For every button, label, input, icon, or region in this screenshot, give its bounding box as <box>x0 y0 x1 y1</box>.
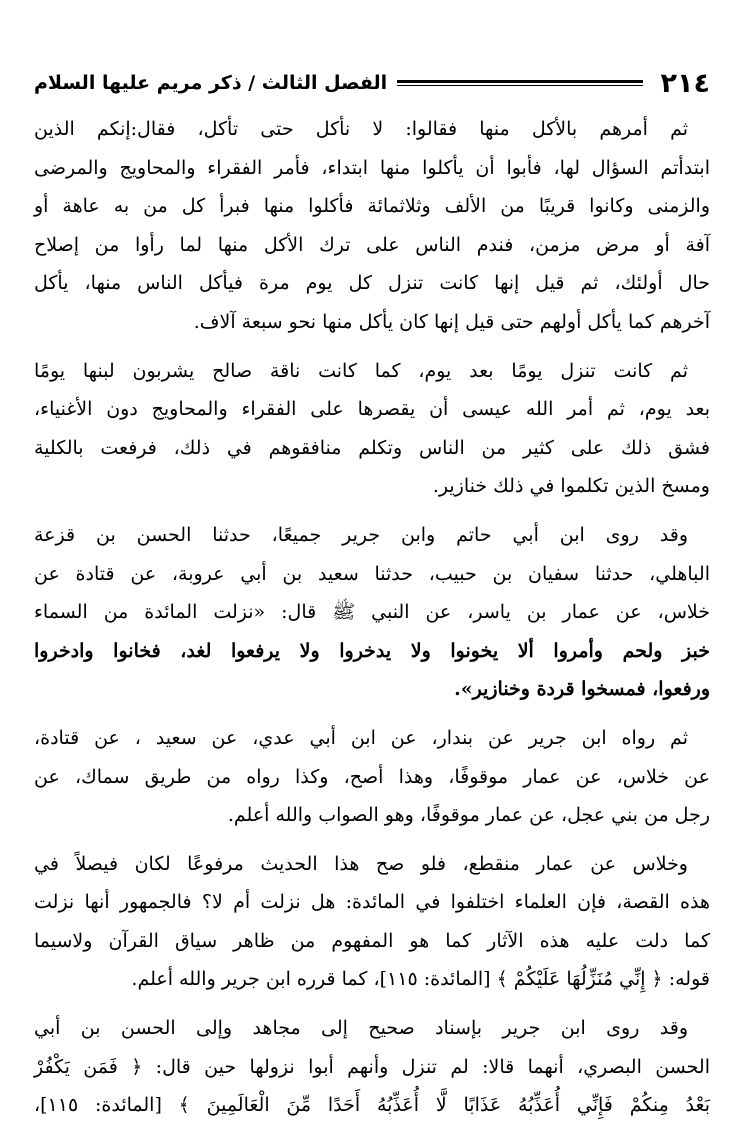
text-line: بَعْدُ مِنكُمْ فَإِنِّي أُعَذِّبُهُ عَذَابًا لَّا أُعَذِّبُهُ أَحَدًا مِّنَ الْعَالَمِينَ ﴾ [المائدة: ١١٥]، <box>34 1094 710 1117</box>
text-line: ثم أمرهم بالأكل منها فقالوا: لا نأكل حتى تأكل، فقال:إنكم الذين <box>34 118 688 140</box>
text-line: الباهلي، حدثنا سفيان بن حبيب، حدثنا سعيد بن أبي عروبة، عن قتادة عن <box>34 562 710 585</box>
text-line: ابتدأتم السؤال لها، فأبوا أن يأكلوا منها ابتداء، فأمر الفقراء والمحاويج والمرضى <box>34 156 710 179</box>
hadith-text-line: ورفعوا، فمسخوا قردة وخنازير». <box>454 678 710 701</box>
paragraph-6 <box>34 1009 710 1125</box>
text-line: خلاس، عن عمار بن ياسر، عن النبي ﷺ قال: «نزلت المائدة من السماء <box>34 601 710 624</box>
chapter-title: الفصل الثالث / ذكر مريم عليها السلام <box>34 72 388 94</box>
text-line: والزمنى وكانوا قريبًا من الألف وثلاثمائة فأكلوا منها فبرأ كل من به عاهة أو <box>34 195 710 218</box>
page-header <box>34 62 710 104</box>
text-line: حال أولئك، ثم قيل إنها كانت تنزل كل يوم مرة فيأكل الناس منها، يأكل <box>34 272 710 295</box>
text-line: ثم رواه ابن جرير عن بندار، عن ابن أبي عدي، عن سعيد ، عن قتادة، <box>34 726 688 749</box>
body-text <box>34 110 710 1125</box>
text-line: عن خلاس، عن عمار موقوفًا، وهذا أصح، وكذا رواه من طريق سماك، عن <box>34 765 710 788</box>
paragraph-1 <box>34 110 710 342</box>
text-line: الحسن البصري، أنهما قالا: لم تنزل وأنهم أبوا نزولها حين قال: ﴿ فَمَن يَكْفُرْ <box>34 1055 710 1078</box>
text-line: ثم كانت تنزل يومًا بعد يوم، كما كانت ناقة صالح يشربون لبنها يومًا <box>34 359 688 382</box>
text-line: قوله: ﴿ إِنِّي مُنَزِّلُهَا عَلَيْكُمْ ﴾ [المائدة: ١١٥]، كما قرره ابن جرير والله أعلم. <box>131 968 710 991</box>
text-line: رجل من بني عجل، عن عمار موقوفًا، وهو الصواب والله أعلم. <box>227 804 710 827</box>
text-line: وقد روى ابن جرير بإسناد صحيح إلى مجاهد وإلى الحسن بن أبي <box>34 1017 688 1040</box>
text-line: فشق ذلك على كثير من الناس وتكلم منافقوهم في ذلك، فرفعت بالكلية <box>34 436 710 459</box>
hadith-text-line: خبز ولحم وأمروا ألا يخونوا ولا يدخروا ولا يرفعوا لغد، فخانوا وادخروا <box>34 639 710 662</box>
header-rule <box>397 80 642 86</box>
text-line: بعد يوم، ثم أمر الله عيسى أن يقصرها على الفقراء والمحاويج دون الأغنياء، <box>34 398 710 421</box>
paragraph-2 <box>34 352 710 506</box>
paragraph-5 <box>34 845 710 999</box>
text-line: كما دلت عليه هذه الآثار كما هو المفهوم من ظاهر سياق القرآن ولاسيما <box>34 929 710 952</box>
text-line: وقد روى ابن أبي حاتم وابن جرير جميعًا، حدثنا الحسن بن قزعة <box>34 523 688 546</box>
page-number: ٢١٤ <box>660 67 710 99</box>
text-line: ومسخ الذين تكلموا في ذلك خنازير. <box>432 475 710 498</box>
text-line: آفة أو مرض مزمن، فندم الناس على ترك الأكل منها لما رأوا من إصلاح <box>34 233 710 256</box>
paragraph-3 <box>34 516 710 709</box>
paragraph-4 <box>34 719 710 835</box>
text-line: هذه القصة، فإن العلماء اختلفوا في المائدة: هل نزلت أم لا؟ فالجمهور أنها نزلت <box>34 891 710 914</box>
text-line: آخرهم كما يأكل أولهم حتى قيل إنها كان يأكل منها نحو سبعة آلاف. <box>193 310 710 333</box>
text-line: وخلاس عن عمار منقطع، فلو صح هذا الحديث مرفوعًا لكان فيصلاً في <box>34 852 688 875</box>
